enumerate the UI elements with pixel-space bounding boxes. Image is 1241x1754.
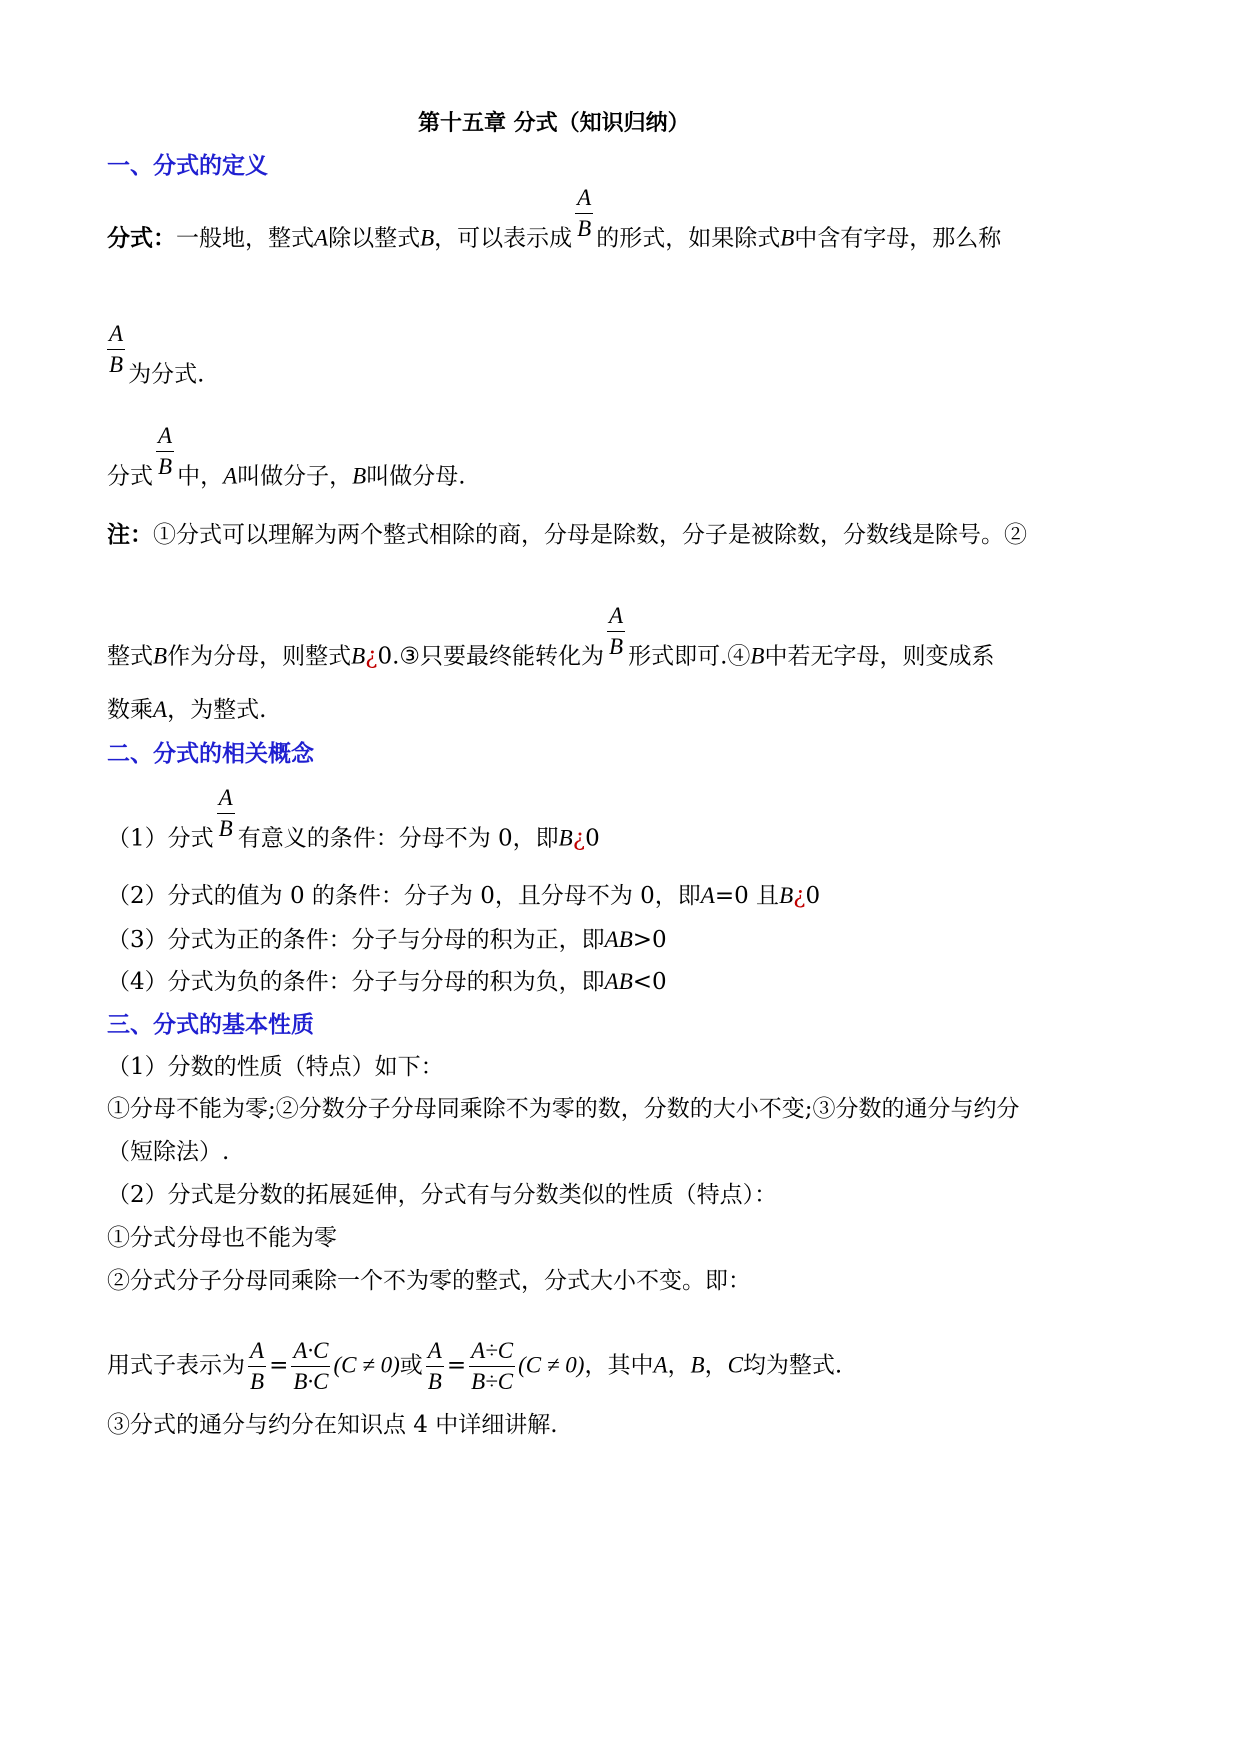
fraction-ac-over-bc	[291, 1339, 330, 1394]
definition-text: 除以整式	[328, 225, 421, 252]
var-a: A	[700, 883, 715, 908]
text: 或	[399, 1352, 423, 1379]
note-text: 整式	[107, 643, 153, 670]
comma: ，	[704, 1352, 728, 1379]
definition-text: 一般地，整式	[176, 225, 314, 252]
text: ，其中	[584, 1352, 654, 1379]
fraction-a-over-b	[248, 1339, 266, 1394]
property-line-8: ③分式的通分与约分在知识点 4 中详细讲解.	[107, 1412, 558, 1438]
concept-item-1	[107, 785, 600, 867]
fraction-adivc-over-bdivc	[469, 1339, 515, 1394]
var-a: A	[314, 225, 329, 251]
property-line-5: ①分式分母也不能为零	[107, 1225, 337, 1251]
fraction-a-over-b	[107, 322, 125, 377]
var-b: B	[609, 634, 624, 659]
text: 分式	[107, 463, 153, 490]
var-b: B	[158, 454, 173, 479]
section-heading-concepts: 二、分式的相关概念	[107, 741, 314, 767]
property-line-4: （2）分式是分数的拓展延伸，分式有与分数类似的性质（特点）：	[107, 1182, 778, 1208]
text: 0	[805, 883, 821, 909]
fraction-a-over-b	[156, 424, 174, 479]
not-equal-glyph: ¿	[793, 883, 806, 909]
text: <0	[632, 969, 667, 995]
comma: ，	[667, 1352, 691, 1379]
section-heading-definition: 一、分式的定义	[107, 153, 268, 179]
definition-paragraph	[107, 185, 1002, 267]
note-text: 0.③只要最终能转化为	[377, 643, 605, 670]
var-a: A	[158, 423, 173, 448]
equals-sign: =	[269, 1352, 289, 1379]
note-paragraph	[107, 524, 1027, 547]
var-b: B	[780, 225, 795, 251]
var-b: B	[250, 1369, 265, 1394]
equals-sign: =	[446, 1352, 467, 1379]
definition-text: 中含有字母，那么称	[794, 225, 1002, 252]
text: 用式子表示为	[107, 1352, 245, 1379]
text: 有意义的条件：分母不为 0，即	[237, 825, 559, 852]
var-a: A	[218, 785, 233, 810]
formula-line	[107, 1339, 842, 1394]
var-a: A	[653, 1352, 668, 1378]
var-b: B	[420, 225, 435, 251]
var-a: A	[109, 321, 124, 346]
not-equal-glyph: ¿	[572, 825, 586, 852]
var-b: B	[218, 816, 233, 841]
text: 叫做分子，	[237, 463, 353, 490]
expr-ac: A·C	[293, 1338, 329, 1363]
concept-item-2	[107, 884, 820, 908]
fraction-a-over-b	[575, 186, 593, 241]
var-b: B	[427, 1369, 442, 1394]
var-b: B	[351, 643, 366, 669]
property-line-1: （1）分数的性质（特点）如下：	[107, 1054, 444, 1080]
var-a: A	[223, 463, 238, 489]
note-paragraph-line2	[107, 603, 995, 685]
note-text: 形式即可.④	[628, 643, 751, 670]
note-text: ①分式可以理解为两个整式相除的商，分母是除数，分子是被除数，分数线是除号。②	[153, 522, 1027, 548]
var-a: A	[609, 603, 624, 628]
text: =0 且	[714, 883, 780, 909]
not-equal-glyph: ¿	[365, 643, 378, 670]
property-line-3: （短除法）.	[107, 1139, 230, 1165]
concept-item-4	[107, 970, 667, 994]
definition-text: 的形式，如果除式	[596, 225, 781, 252]
text: （1）分式	[107, 825, 214, 852]
var-b: B	[109, 352, 124, 377]
condition-c-nonzero: (C ≠ 0)	[333, 1352, 400, 1378]
var-c: C	[727, 1352, 743, 1378]
concept-item-3	[107, 928, 667, 952]
text: （2）分式的值为 0 的条件：分子为 0，且分母不为 0，即	[107, 883, 701, 909]
note-text: 中若无字母，则变成系	[764, 643, 995, 670]
note-text: 作为分母，则整式	[167, 643, 352, 670]
definition-text: ，可以表示成	[434, 225, 573, 252]
note-text: 数乘	[107, 697, 153, 723]
text: 均为整式.	[742, 1352, 843, 1379]
note-paragraph-line3	[107, 698, 266, 722]
page-title: 第十五章 分式（知识归纳）	[418, 111, 690, 136]
property-line-2: ①分母不能为零;②分数分子分母同乘除不为零的数，分数的大小不变;③分数的通分与约分	[107, 1096, 1020, 1122]
var-b: B	[558, 825, 573, 851]
fraction-a-over-b	[607, 604, 625, 659]
definition-label: 分式：	[107, 225, 176, 252]
var-a: A	[577, 185, 592, 210]
text: （4）分式为负的条件：分子与分母的积为负，即	[107, 969, 605, 995]
fraction-a-over-b	[426, 1339, 444, 1394]
condition-c-nonzero: (C ≠ 0)	[518, 1352, 585, 1378]
text: 0	[585, 825, 600, 852]
numerator-denominator-paragraph	[107, 423, 466, 505]
var-b: B	[352, 463, 367, 489]
var-a: A	[427, 1338, 442, 1363]
var-b: B	[577, 216, 592, 241]
text: 叫做分母.	[366, 463, 466, 490]
section-heading-properties: 三、分式的基本性质	[107, 1012, 314, 1038]
definition-paragraph-cont	[107, 321, 205, 403]
var-a: A	[153, 697, 168, 722]
var-a: A	[250, 1338, 265, 1363]
definition-text: 为分式.	[128, 361, 205, 388]
text: >0	[632, 927, 667, 953]
expr-b-div-c: B÷C	[471, 1369, 514, 1394]
note-text: ，为整式.	[167, 697, 267, 723]
property-line-6: ②分式分子分母同乘除一个不为零的整式，分式大小不变。即：	[107, 1268, 751, 1294]
var-ab: AB	[604, 969, 633, 994]
var-ab: AB	[604, 927, 633, 952]
var-b: B	[153, 643, 168, 669]
text: 中，	[177, 463, 224, 490]
var-b: B	[750, 643, 765, 669]
var-b: B	[779, 883, 794, 908]
expr-a-div-c: A÷C	[471, 1338, 514, 1363]
fraction-a-over-b	[217, 786, 235, 841]
note-label: 注：	[107, 522, 153, 548]
var-b: B	[690, 1352, 705, 1378]
expr-bc: B·C	[293, 1369, 329, 1394]
text: （3）分式为正的条件：分子与分母的积为正，即	[107, 927, 605, 953]
